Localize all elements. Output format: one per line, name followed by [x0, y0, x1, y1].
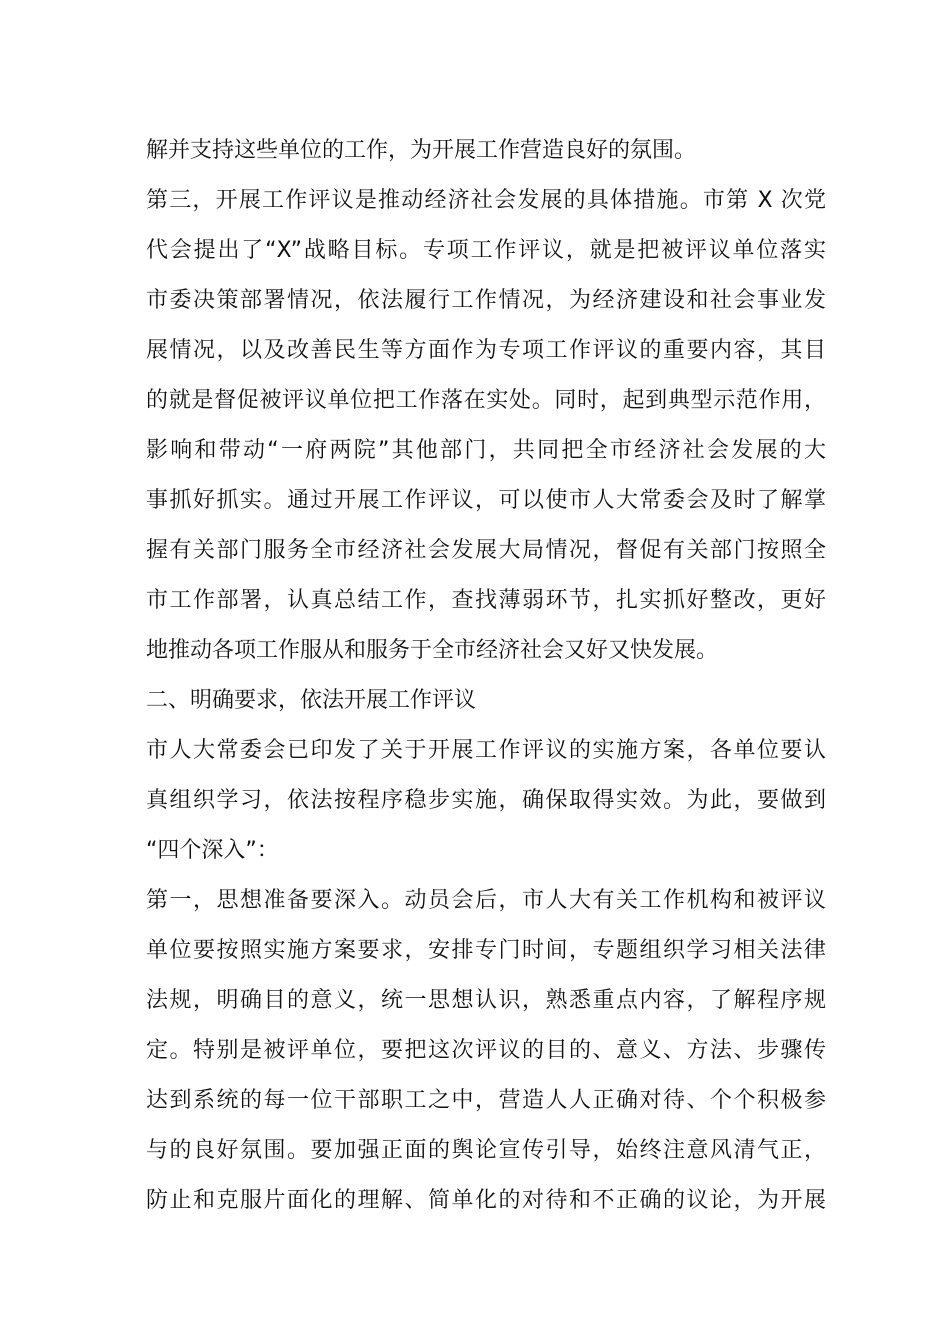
text-line-18: 法规，明确目的意义，统一思想认识，熟悉重点内容，了解程序规 — [146, 988, 826, 1013]
text-line-19: 定。特别是被评单位，要把这次评议的目的、意义、方法、步骤传 — [146, 1038, 826, 1063]
text-line-1: 解并支持这些单位的工作，为开展工作营造良好的氛围。 — [146, 138, 697, 163]
text-line-20: 达到系统的每一位干部职工之中，营造人人正确对待、个个积极参 — [146, 1088, 826, 1113]
text-line-14: 真组织学习，依法按程序稳步实施，确保取得实效。为此，要做到 — [146, 788, 826, 813]
section-heading: 二、明确要求，依法开展工作评议 — [146, 688, 477, 713]
text-line-2: 第三，开展工作评议是推动经济社会发展的具体措施。市第 X 次党 — [146, 188, 826, 213]
text-line-16: 第一，思想准备要深入。动员会后，市人大有关工作机构和被评议 — [146, 888, 826, 913]
text-line-13: 市人大常委会已印发了关于开展工作评议的实施方案，各单位要认 — [146, 738, 826, 763]
text-line-8: 事抓好抓实。通过开展工作评议，可以使市人大常委会及时了解掌 — [146, 488, 826, 513]
text-line-7: 影响和带动“一府两院”其他部门，共同把全市经济社会发展的大 — [146, 438, 826, 463]
text-line-15: “四个深入”： — [146, 838, 279, 863]
text-line-22: 防止和克服片面化的理解、简单化的对待和不正确的议论，为开展 — [146, 1188, 826, 1213]
text-line-5: 展情况，以及改善民生等方面作为专项工作评议的重要内容，其目 — [146, 338, 826, 363]
text-line-21: 与的良好氛围。要加强正面的舆论宣传引导，始终注意风清气正， — [146, 1138, 826, 1163]
text-line-4: 市委决策部署情况，依法履行工作情况，为经济建设和社会事业发 — [146, 288, 826, 313]
text-line-6: 的就是督促被评议单位把工作落在实处。同时，起到典型示范作用， — [146, 388, 826, 413]
text-line-3: 代会提出了“X”战略目标。专项工作评议，就是把被评议单位落实 — [146, 238, 826, 263]
text-line-11: 地推动各项工作服从和服务于全市经济社会又好又快发展。 — [146, 638, 719, 663]
text-line-9: 握有关部门服务全市经济社会发展大局情况，督促有关部门按照全 — [146, 538, 826, 563]
text-line-10: 市工作部署，认真总结工作，查找薄弱环节，扎实抓好整改，更好 — [146, 588, 826, 613]
text-line-17: 单位要按照实施方案要求，安排专门时间，专题组织学习相关法律 — [146, 938, 826, 963]
